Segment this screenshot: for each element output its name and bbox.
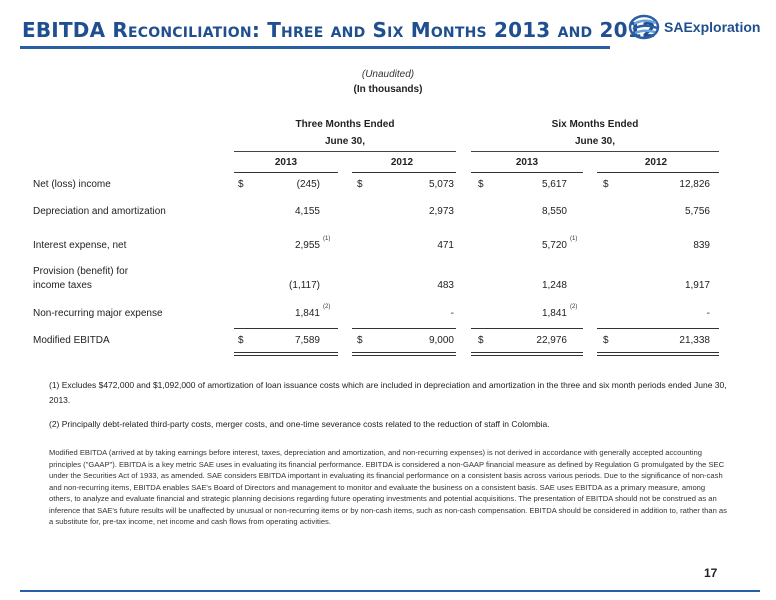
- dollar-sign: $: [357, 335, 363, 346]
- year-header: 2013: [274, 157, 298, 168]
- cell-value: (245): [296, 179, 320, 190]
- double-rule: [597, 355, 719, 356]
- cell-value: 2,955: [294, 240, 320, 251]
- cell-value: 7,589: [294, 335, 320, 346]
- cell-value: 5,720: [541, 240, 567, 251]
- double-rule: [471, 352, 583, 353]
- dollar-sign: $: [478, 179, 484, 190]
- double-rule: [352, 355, 456, 356]
- cell-value: 4,155: [294, 206, 320, 217]
- row-label-non-recurring: Non-recurring major expense: [33, 308, 163, 319]
- total-rule: [597, 328, 719, 329]
- cell-value: 2,973: [428, 206, 454, 217]
- dollar-sign: $: [357, 179, 363, 190]
- group-header-six-months-date: June 30,: [574, 136, 616, 147]
- row-label-interest: Interest expense, net: [33, 240, 127, 251]
- dollar-sign: $: [238, 179, 244, 190]
- cell-value: 8,550: [541, 206, 567, 217]
- cell-value: 1,248: [541, 280, 567, 291]
- cell-value: 5,073: [428, 179, 454, 190]
- cell-value: 12,826: [679, 179, 710, 190]
- row-label-line: Provision (benefit) for: [33, 266, 129, 277]
- cell-value: 483: [437, 280, 454, 291]
- row-label-net-income: Net (loss) income: [33, 179, 111, 190]
- row-label-modified-ebitda: Modified EBITDA: [33, 335, 110, 346]
- cell-value: 21,338: [679, 335, 710, 346]
- page-number: 17: [704, 566, 718, 580]
- cell-value: 1,917: [684, 280, 710, 291]
- cell-value: 5,756: [684, 206, 710, 217]
- footnote-2: (2) Principally debt-related third-party costs, merger costs, and one-time severance costs related to the reduction of staff in Colombia.: [49, 419, 550, 429]
- footnote-1: (1) Excludes $472,000 and $1,092,000 of amortization of loan issuance costs which are included in depreciation and amortization in the three and six month periods ended June 30, 2013.: [49, 380, 727, 405]
- cell-value: 839: [693, 240, 710, 251]
- group-header-six-months: Six Months Ended: [551, 119, 639, 130]
- footnote-marker: (2): [570, 304, 578, 310]
- footer-rule: [20, 590, 760, 592]
- double-rule: [234, 355, 338, 356]
- double-rule: [352, 352, 456, 353]
- dollar-sign: $: [603, 179, 609, 190]
- cell-value: 9,000: [428, 335, 454, 346]
- year-header: 2012: [390, 157, 414, 168]
- year-rule: [471, 172, 583, 173]
- year-header: 2013: [515, 157, 539, 168]
- group-rule-three-months: [234, 151, 456, 152]
- footnote-marker: (2): [323, 304, 331, 310]
- cell-value: 1,841: [294, 308, 320, 319]
- year-rule: [597, 172, 719, 173]
- page-title: EBITDA Reconciliation: Three and Six Months 2013 and 2012: [22, 18, 656, 42]
- dollar-sign: $: [478, 335, 484, 346]
- cell-value: -: [450, 308, 454, 319]
- year-rule: [234, 172, 338, 173]
- footnote-marker: (1): [323, 236, 331, 242]
- cell-value: 22,976: [536, 335, 567, 346]
- year-rule: [352, 172, 456, 173]
- total-rule: [471, 328, 583, 329]
- year-header: 2012: [644, 157, 668, 168]
- dollar-sign: $: [238, 335, 244, 346]
- cell-value: (1,117): [289, 280, 320, 291]
- total-rule: [234, 328, 338, 329]
- company-logo: [628, 10, 768, 44]
- group-header-three-months: Three Months Ended: [295, 119, 395, 130]
- double-rule: [471, 355, 583, 356]
- cell-value: 1,841: [541, 308, 567, 319]
- ebitda-disclaimer: Modified EBITDA (arrived at by taking earnings before interest, taxes, depreciation and amortization, and non-recurring expenses) is not derived in accordance with generally accepted accounting principles ("GAAP"). EBITDA is a key metric SAE uses in evaluating its financial performance. EBITDA is considered a non-GAAP financial measure as defined by Regulation G promulgated by the SEC under the Securities Act of 1933, as amended. SAE considers EBITDA important in evaluating its financial performance on a consistent basis across various periods. Due to the significance of non-cash and non-recurring items, EBITDA enables SAE's Board of Directors and management to monitor and evaluate the business on a consistent basis. SAE uses EBITDA as a primary measure, among others, to analyze and evaluate financial and strategic planning decisions regarding future operating investments and potential acquisitions. The presentation of EBITDA should not be construed as an inference that SAE's future results will be unaffected by unusual or non-recurring items or by non-cash items, such as non-cash compensation. EBITDA should be considered in addition to, rather than as a substitute for, pre-tax income, net income and cash flows from operating activities.: [49, 448, 727, 526]
- dollar-sign: $: [603, 335, 609, 346]
- group-rule-six-months: [471, 151, 719, 152]
- row-label-income-taxes: [33, 265, 128, 293]
- cell-value: -: [706, 308, 710, 319]
- footnote-marker: (1): [570, 236, 578, 242]
- row-label-line: income taxes: [33, 280, 92, 291]
- units-label: (In thousands): [353, 84, 423, 95]
- group-header-three-months-date: June 30,: [324, 136, 366, 147]
- total-rule: [352, 328, 456, 329]
- row-label-depreciation: Depreciation and amortization: [33, 206, 166, 217]
- double-rule: [234, 352, 338, 353]
- cell-value: 471: [437, 240, 454, 251]
- double-rule: [597, 352, 719, 353]
- swirl-logo-icon: [628, 12, 662, 42]
- logo-text: SAExploration: [664, 19, 761, 35]
- cell-value: 5,617: [541, 179, 567, 190]
- title-underline: [20, 46, 610, 49]
- unaudited-label: (Unaudited): [361, 69, 415, 80]
